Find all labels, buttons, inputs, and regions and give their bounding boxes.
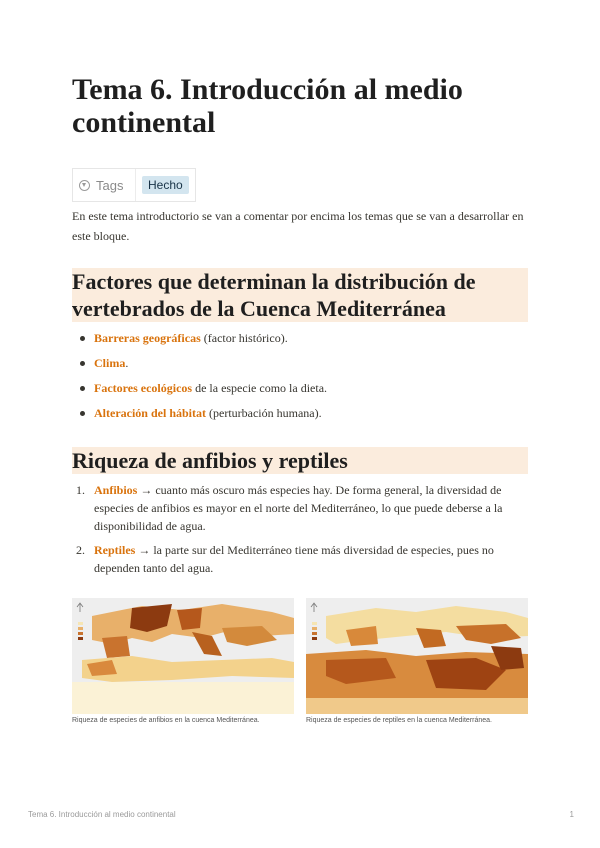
riqueza-list	[72, 481, 512, 577]
factores-list	[72, 329, 512, 422]
amphibian-richness-map	[72, 598, 294, 714]
footer-title: Tema 6. Introducción al medio continental	[28, 810, 176, 819]
list-item	[72, 379, 512, 397]
item-strong: Alteración del hábitat	[94, 406, 206, 420]
figure-anfibios	[72, 598, 294, 724]
item-strong: Clima	[94, 356, 126, 370]
tags-property-name[interactable]	[73, 169, 136, 201]
page-title: Tema 6. Introducción al medio continental	[72, 73, 463, 139]
item-text: .	[125, 356, 129, 370]
list-item	[72, 481, 512, 535]
dropdown-icon	[79, 180, 90, 191]
list-item	[72, 541, 512, 577]
list-item	[72, 404, 512, 422]
figures	[72, 598, 528, 738]
tags-label: Tags	[96, 177, 124, 193]
section-heading-factores: Factores que determinan la distribución de vertebrados de la Cuenca Mediterránea	[72, 268, 528, 322]
item-strong: Factores ecológicos	[94, 381, 193, 395]
intro-paragraph: En este tema introductorio se van a comentar por encima los temas que se van a desarrollar en este bloque.	[72, 209, 524, 243]
item-number: 2.	[76, 543, 85, 557]
item-text: (factor histórico).	[200, 331, 288, 345]
item-text: → la parte sur del Mediterráneo tiene más diversidad de especies, pues no dependen tanto del agua.	[94, 543, 494, 575]
figure-caption: Riqueza de especies de anfibios en la cuenca Mediterránea.	[72, 717, 260, 724]
item-text: → cuanto más oscuro más especies hay. De forma general, la diversidad de especies de anfibios es mayor en el norte del Mediterráneo, lo que puede deberse a la disponibilidad de agua.	[94, 483, 503, 533]
page-footer	[28, 810, 574, 819]
figure-caption: Riqueza de especies de reptiles en la cuenca Mediterránea.	[306, 717, 493, 724]
section-heading-riqueza: Riqueza de anfibios y reptiles	[72, 447, 528, 474]
item-text: (perturbación humana).	[206, 406, 322, 420]
item-strong: Anfibios	[94, 483, 138, 497]
list-item	[72, 354, 512, 372]
item-text: de la especie como la dieta.	[192, 381, 328, 395]
reptile-richness-map	[306, 598, 528, 714]
tags-property-value[interactable]	[136, 169, 195, 201]
tag-badge: Hecho	[142, 176, 189, 194]
item-strong: Reptiles	[94, 543, 136, 557]
item-strong: Barreras geográficas	[94, 331, 201, 345]
properties-row	[72, 168, 196, 202]
page-number: 1	[569, 810, 574, 819]
figure-reptiles	[306, 598, 528, 724]
list-item	[72, 329, 512, 347]
item-number: 1.	[76, 483, 85, 497]
